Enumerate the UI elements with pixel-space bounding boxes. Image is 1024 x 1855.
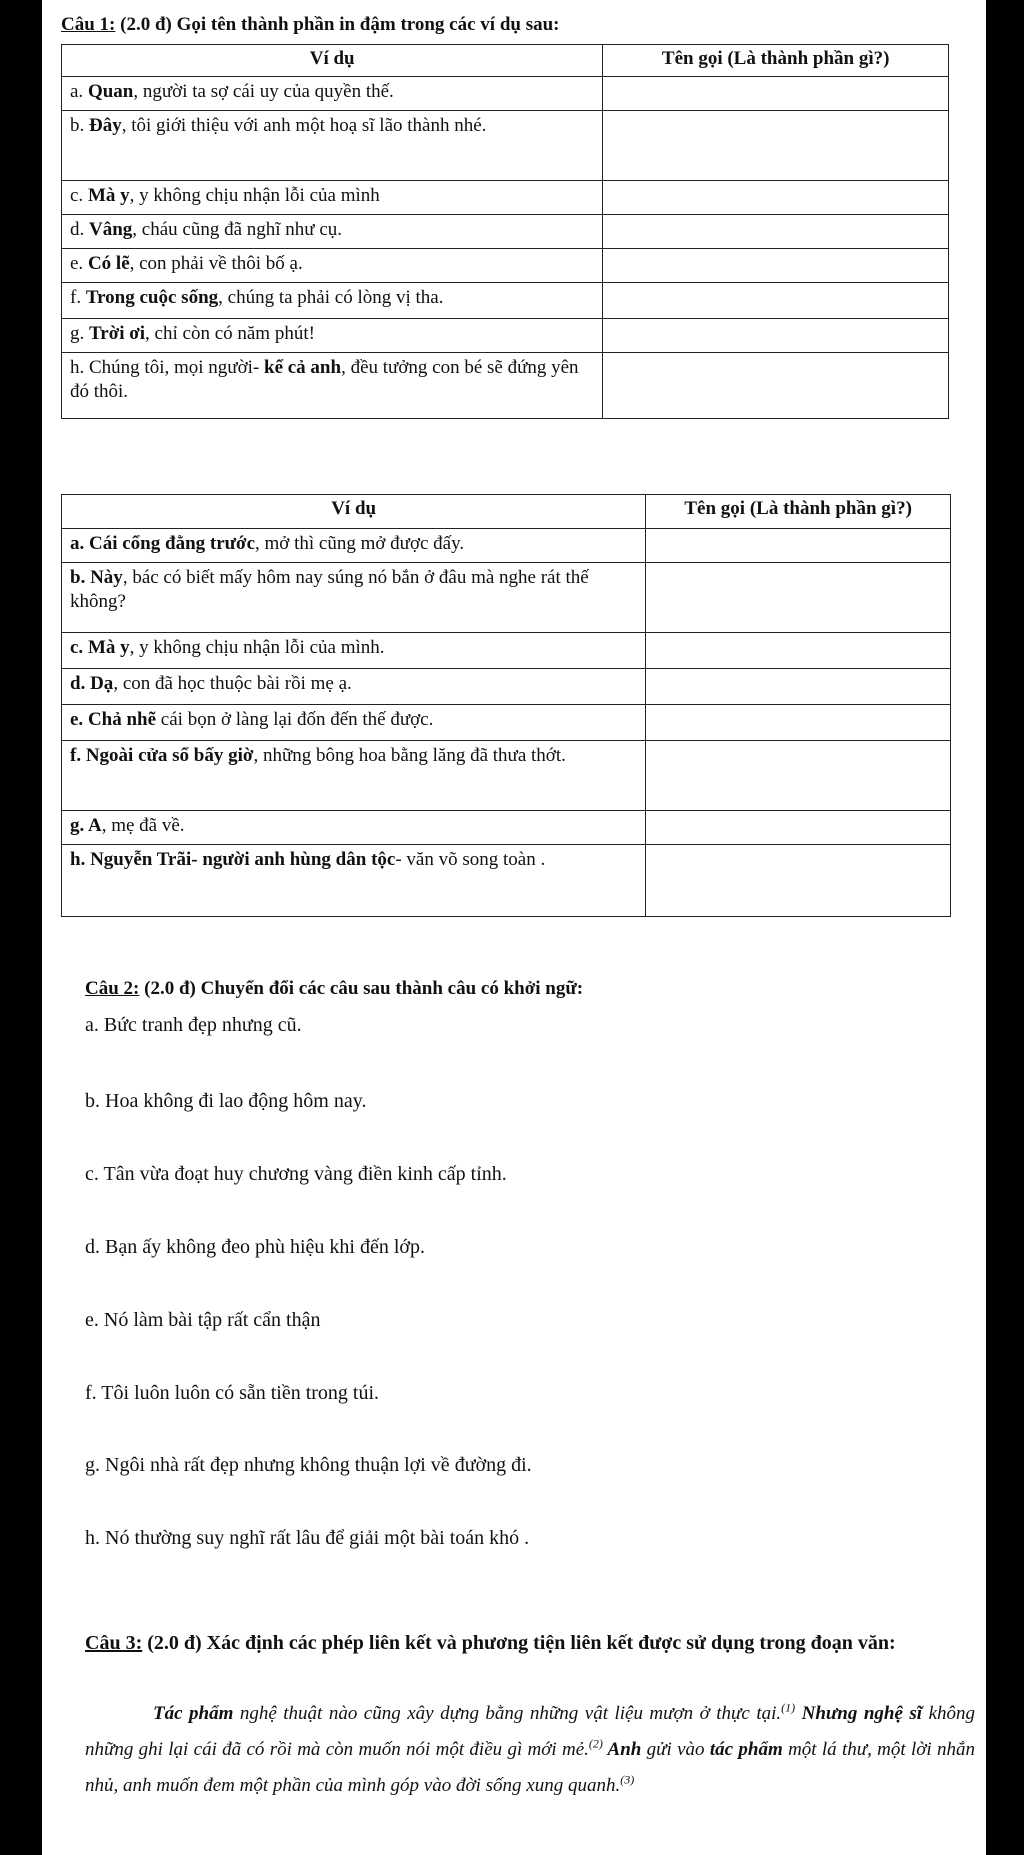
row-prefix: f. <box>70 745 86 766</box>
table-row <box>62 215 949 249</box>
row-rest: , cháu cũng đã nghĩ như cụ. <box>132 219 343 240</box>
q1-title: (2.0 đ) Gọi tên thành phần in đậm trong các ví dụ sau: <box>115 14 560 35</box>
row-prefix: f. <box>70 287 86 308</box>
row-prefix: b. <box>70 115 89 136</box>
bold-component: Mà y <box>87 637 130 658</box>
row-prefix: c. <box>70 637 88 658</box>
passage-sentence-2: không những ghi lại cái đã có rồi mà còn muốn nói một điều gì mới mẻ. <box>85 1703 975 1760</box>
row-rest: , mở thì cũng mở được đấy. <box>255 533 465 554</box>
bold-component: người anh hùng dân tộc <box>202 849 396 870</box>
bold-component: Mà y <box>87 185 130 206</box>
passage-bold: Tác phẩm <box>153 1703 234 1724</box>
answer-cell[interactable] <box>603 215 949 249</box>
column-header-example: Ví dụ <box>62 45 603 77</box>
passage-sentence-1: nghệ thuật nào cũng xây dựng bằng những vật liệu mượn ở thực tại. <box>233 1703 782 1724</box>
passage-bold: tác phẩm <box>709 1739 783 1760</box>
table-1-header <box>62 45 949 77</box>
row-rest: , chỉ còn có năm phút! <box>145 323 315 344</box>
row-rest: , tôi giới thiệu với anh một hoạ sĩ lão thành nhé. <box>121 115 487 136</box>
row-prefix: h. Chúng tôi, mọi người- <box>70 357 264 378</box>
answer-cell[interactable] <box>603 353 949 419</box>
row-rest: , đều tưởng con bé sẽ đứng yên đó thôi. <box>70 357 579 402</box>
bold-component: Này <box>90 567 123 588</box>
table-row <box>62 529 951 563</box>
row-rest: , bác có biết mấy hôm nay súng nó bắn ở đâu mà nghe rát thế không? <box>70 567 589 612</box>
table-row <box>62 353 949 419</box>
table-row <box>62 319 949 353</box>
q3-passage <box>85 1696 975 1804</box>
answer-cell[interactable] <box>603 77 949 111</box>
q2-item: c. Tân vừa đoạt huy chương vàng điền kinh cấp tỉnh. <box>85 1163 507 1185</box>
q2-number: Câu 2: <box>85 978 140 999</box>
row-rest: , người ta sợ cái uy của quyền thế. <box>133 81 394 102</box>
passage-sentence-3b: một lá thư, một lời nhắn nhủ, anh muốn đem một phần của mình góp vào đời sống xung quanh. <box>85 1739 976 1796</box>
answer-cell[interactable] <box>646 563 951 633</box>
bold-component: kể cả anh <box>264 357 342 378</box>
row-prefix: h. Nguyễn Trãi- <box>70 849 203 870</box>
passage-bold: Anh <box>602 1739 642 1760</box>
row-prefix: a. <box>70 533 89 554</box>
q2-item: e. Nó làm bài tập rất cẩn thận <box>85 1309 321 1331</box>
answer-cell[interactable] <box>603 249 949 283</box>
bold-component: Vâng <box>89 219 133 240</box>
answer-cell[interactable] <box>603 181 949 215</box>
answer-cell[interactable] <box>646 705 951 741</box>
table-row <box>62 705 951 741</box>
row-rest: cái bọn ở làng lại đốn đến thế được. <box>156 709 434 730</box>
table-row <box>62 633 951 669</box>
sentence-marker: (3) <box>620 1772 635 1787</box>
bold-component: Ngoài cửa sổ bấy giờ <box>85 745 254 766</box>
q2-heading <box>85 978 583 1000</box>
row-prefix: c. <box>70 185 88 206</box>
worksheet-page <box>42 0 986 1855</box>
q3-heading <box>85 1624 975 1662</box>
row-rest: - văn võ song toàn . <box>395 849 546 870</box>
bold-component: Trong cuộc sống <box>85 287 219 308</box>
table-2-header <box>62 495 951 529</box>
table-row <box>62 563 951 633</box>
bold-component: Trời ơi <box>89 323 146 344</box>
row-prefix: a. <box>70 81 88 102</box>
q1-heading <box>61 14 560 36</box>
table-row <box>62 741 951 811</box>
column-header-name: Tên gọi (Là thành phần gì?) <box>603 45 949 77</box>
row-prefix: e. <box>70 709 88 730</box>
bold-component: Quan <box>87 81 134 102</box>
answer-cell[interactable] <box>646 845 951 917</box>
bold-component: Có lẽ <box>87 253 130 274</box>
table-row <box>62 181 949 215</box>
row-rest: , con đã học thuộc bài rồi mẹ ạ. <box>113 673 352 694</box>
answer-cell[interactable] <box>603 111 949 181</box>
passage-bold: Nhưng nghệ sĩ <box>795 1703 923 1724</box>
row-rest: , y không chịu nhận lỗi của mình. <box>129 637 385 658</box>
q3-title: (2.0 đ) Xác định các phép liên kết và phương tiện liên kết được sử dụng trong đoạn văn: <box>142 1632 896 1654</box>
table-row <box>62 845 951 917</box>
table-row <box>62 249 949 283</box>
row-prefix: e. <box>70 253 88 274</box>
bold-component: Dạ <box>90 673 114 694</box>
answer-cell[interactable] <box>646 633 951 669</box>
row-prefix: g. <box>70 815 88 836</box>
q2-item: a. Bức tranh đẹp nhưng cũ. <box>85 1014 302 1036</box>
bold-component: Đây <box>89 115 122 136</box>
row-rest: , những bông hoa bằng lăng đã thưa thớt. <box>253 745 566 766</box>
answer-cell[interactable] <box>646 669 951 705</box>
q2-item: h. Nó thường suy nghĩ rất lâu để giải một bài toán khó . <box>85 1527 530 1549</box>
q1-table-2 <box>61 494 951 917</box>
q2-item: g. Ngôi nhà rất đẹp nhưng không thuận lợi về đường đi. <box>85 1454 532 1476</box>
q2-item: f. Tôi luôn luôn có sẵn tiền trong túi. <box>85 1382 380 1404</box>
q1-table-1 <box>61 44 949 419</box>
table-row <box>62 669 951 705</box>
bold-component: Chả nhẽ <box>87 709 157 730</box>
row-prefix: b. <box>70 567 91 588</box>
column-header-name: Tên gọi (Là thành phần gì?) <box>646 495 951 529</box>
sentence-marker: (2) <box>588 1736 603 1751</box>
row-prefix: d. <box>70 673 91 694</box>
column-header-example: Ví dụ <box>62 495 646 529</box>
bold-component: A <box>87 815 102 836</box>
answer-cell[interactable] <box>646 811 951 845</box>
sentence-marker: (1) <box>781 1700 796 1715</box>
q2-title: (2.0 đ) Chuyển đổi các câu sau thành câu có khởi ngữ: <box>139 978 584 999</box>
table-row <box>62 77 949 111</box>
table-row <box>62 811 951 845</box>
row-rest: , con phải về thôi bố ạ. <box>129 253 303 274</box>
row-prefix: d. <box>70 219 89 240</box>
passage-sentence-3a: gửi vào <box>641 1739 710 1760</box>
row-rest: , chúng ta phải có lòng vị tha. <box>218 287 444 308</box>
answer-cell[interactable] <box>603 319 949 353</box>
q3-number: Câu 3: <box>85 1632 143 1654</box>
table-row <box>62 283 949 319</box>
row-prefix: g. <box>70 323 89 344</box>
answer-cell[interactable] <box>646 529 951 563</box>
q2-item: b. Hoa không đi lao động hôm nay. <box>85 1090 367 1112</box>
q1-number: Câu 1: <box>61 14 116 35</box>
bold-component: Cái cổng đằng trước <box>89 533 255 554</box>
q2-item: d. Bạn ấy không đeo phù hiệu khi đến lớp. <box>85 1236 425 1258</box>
row-rest: , y không chịu nhận lỗi của mình <box>129 185 380 206</box>
row-rest: , mẹ đã về. <box>101 815 185 836</box>
answer-cell[interactable] <box>646 741 951 811</box>
answer-cell[interactable] <box>603 283 949 319</box>
table-row <box>62 111 949 181</box>
